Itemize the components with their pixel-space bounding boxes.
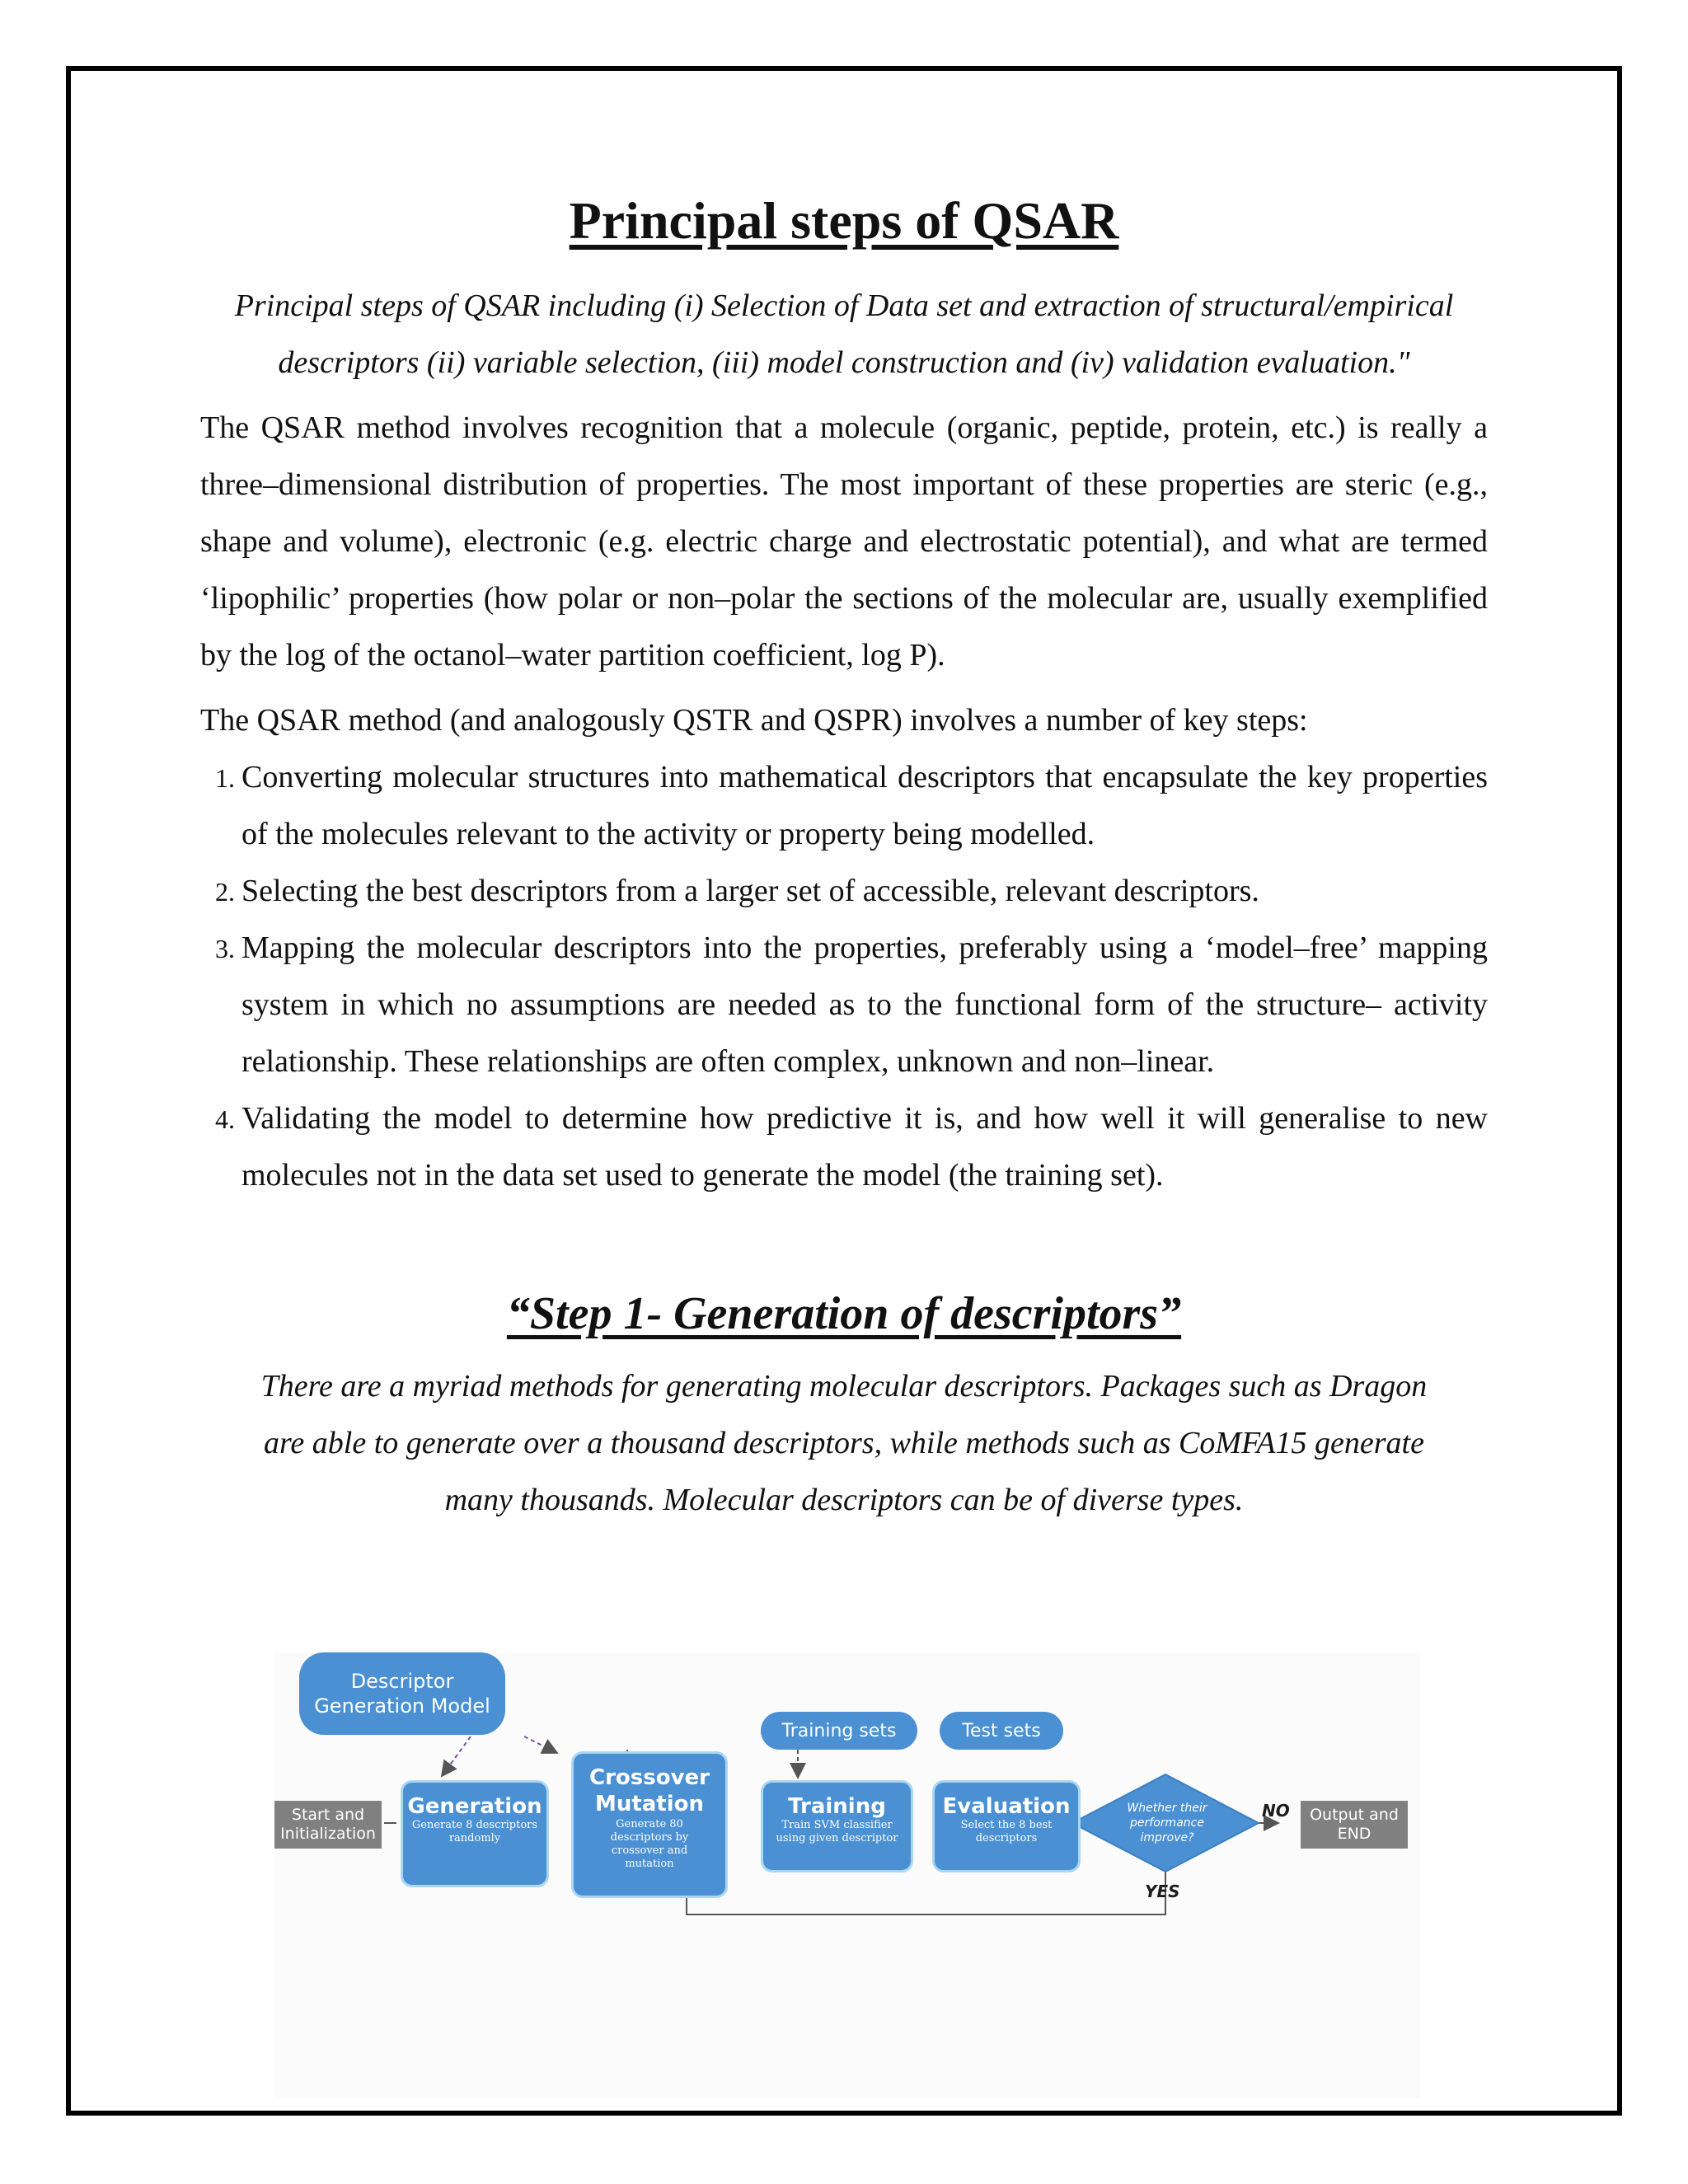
section-intro	[200, 1358, 1488, 1529]
step-item-3: 3. Mapping the molecular descriptors into the properties, preferably using a ‘model–free’ mapping system in which no assumptions are needed as to the functional form of the structure– activity relationship. These relationships are often complex, unknown and non–linear.	[241, 920, 1488, 1090]
steps-intro: The QSAR method (and analogously QSTR and QSPR) involves a number of key steps:	[200, 702, 1308, 738]
training-node	[761, 1780, 913, 1872]
evaluation-node	[932, 1780, 1081, 1872]
generation-title: Generation	[407, 1794, 542, 1819]
start-line-2: Initialization	[280, 1825, 376, 1843]
training-sets-node	[761, 1712, 917, 1750]
section-intro-line-2: are able to generate over a thousand descriptors, while methods such as CoMFA15 generate	[264, 1425, 1424, 1460]
step-item-2: 2. Selecting the best descriptors from a larger set of accessible, relevant descriptors.	[241, 863, 1488, 920]
start-node	[274, 1801, 382, 1849]
page-title: Principal steps of QSAR	[569, 191, 1119, 250]
crossover-desc: Generate 80 descriptors by crossover and mutation	[610, 1818, 689, 1870]
document-body	[200, 190, 1488, 1529]
decision-line-3: improve?	[1140, 1831, 1194, 1844]
crossover-node	[571, 1751, 728, 1898]
page-subtitle: Principal steps of QSAR including (i) Selection of Data set and extraction of structural/empirical descriptors (ii) variable selection, (iii) model construction and (iv) validation evaluation."	[234, 288, 1454, 380]
arrow-model-to-generation	[442, 1736, 471, 1776]
steps-list	[200, 749, 1488, 1204]
test-sets-node	[940, 1712, 1063, 1750]
generation-node	[401, 1780, 549, 1887]
descriptor-model-line-2: Generation Model	[314, 1694, 490, 1718]
descriptor-flow-diagram	[274, 1652, 1420, 2097]
crossover-title-line-2: Mutation	[594, 1792, 705, 1816]
section-title: “Step 1- Generation of descriptors”	[506, 1287, 1182, 1339]
no-label: NO	[1262, 1801, 1290, 1821]
section-intro-line-1: There are a myriad methods for generating molecular descriptors. Packages such as Dragon	[260, 1368, 1428, 1404]
output-line-1: Output and	[1310, 1806, 1399, 1824]
output-node	[1301, 1801, 1408, 1849]
evaluation-desc: Select the 8 best descriptors	[960, 1819, 1053, 1844]
training-title: Training	[788, 1794, 886, 1819]
yes-label: YES	[1145, 1882, 1180, 1901]
crossover-title-line-1: Crossover	[589, 1765, 710, 1790]
step-item-1: 1. Converting molecular structures into mathematical descriptors that encapsulate the key properties of the molecules relevant to the activity or property being modelled.	[241, 749, 1488, 863]
start-line-1: Start and	[291, 1806, 365, 1824]
section-intro-line-3: many thousands. Molecular descriptors can be of diverse types.	[444, 1482, 1244, 1517]
output-line-2: END	[1337, 1825, 1372, 1843]
descriptor-model-node	[299, 1652, 505, 1735]
evaluation-title: Evaluation	[942, 1794, 1071, 1819]
step-item-4: 4. Validating the model to determine how predictive it is, and how well it will generalise to new molecules not in the data set used to generate the model (the training set).	[241, 1090, 1488, 1204]
test-sets-label: Test sets	[962, 1720, 1041, 1741]
generation-desc: Generate 8 descriptors randomly	[411, 1819, 538, 1844]
training-desc: Train SVM classifier using given descriptor	[776, 1819, 898, 1844]
decision-line-1: Whether their	[1127, 1802, 1207, 1815]
training-sets-label: Training sets	[781, 1720, 897, 1741]
arrow-model-to-crossover	[524, 1736, 557, 1753]
intro-paragraph: The QSAR method involves recognition that a molecule (organic, peptide, protein, etc.) is really a three–dimensional distribution of properties. The most important of these properties are steric (e.g., shape and volume), electronic (e.g. electric charge and electrostatic potential), and what are termed ‘lipophilic’ properties (how polar or non–polar the sections of the molecular are, usually exemplified by the log of the octanol–water partition coefficient, log P).	[200, 410, 1488, 673]
arrow-yes-loop	[687, 1823, 1165, 1915]
decision-text	[1105, 1801, 1229, 1845]
decision-line-2: performance	[1130, 1816, 1204, 1830]
descriptor-model-line-1: Descriptor	[350, 1670, 454, 1693]
